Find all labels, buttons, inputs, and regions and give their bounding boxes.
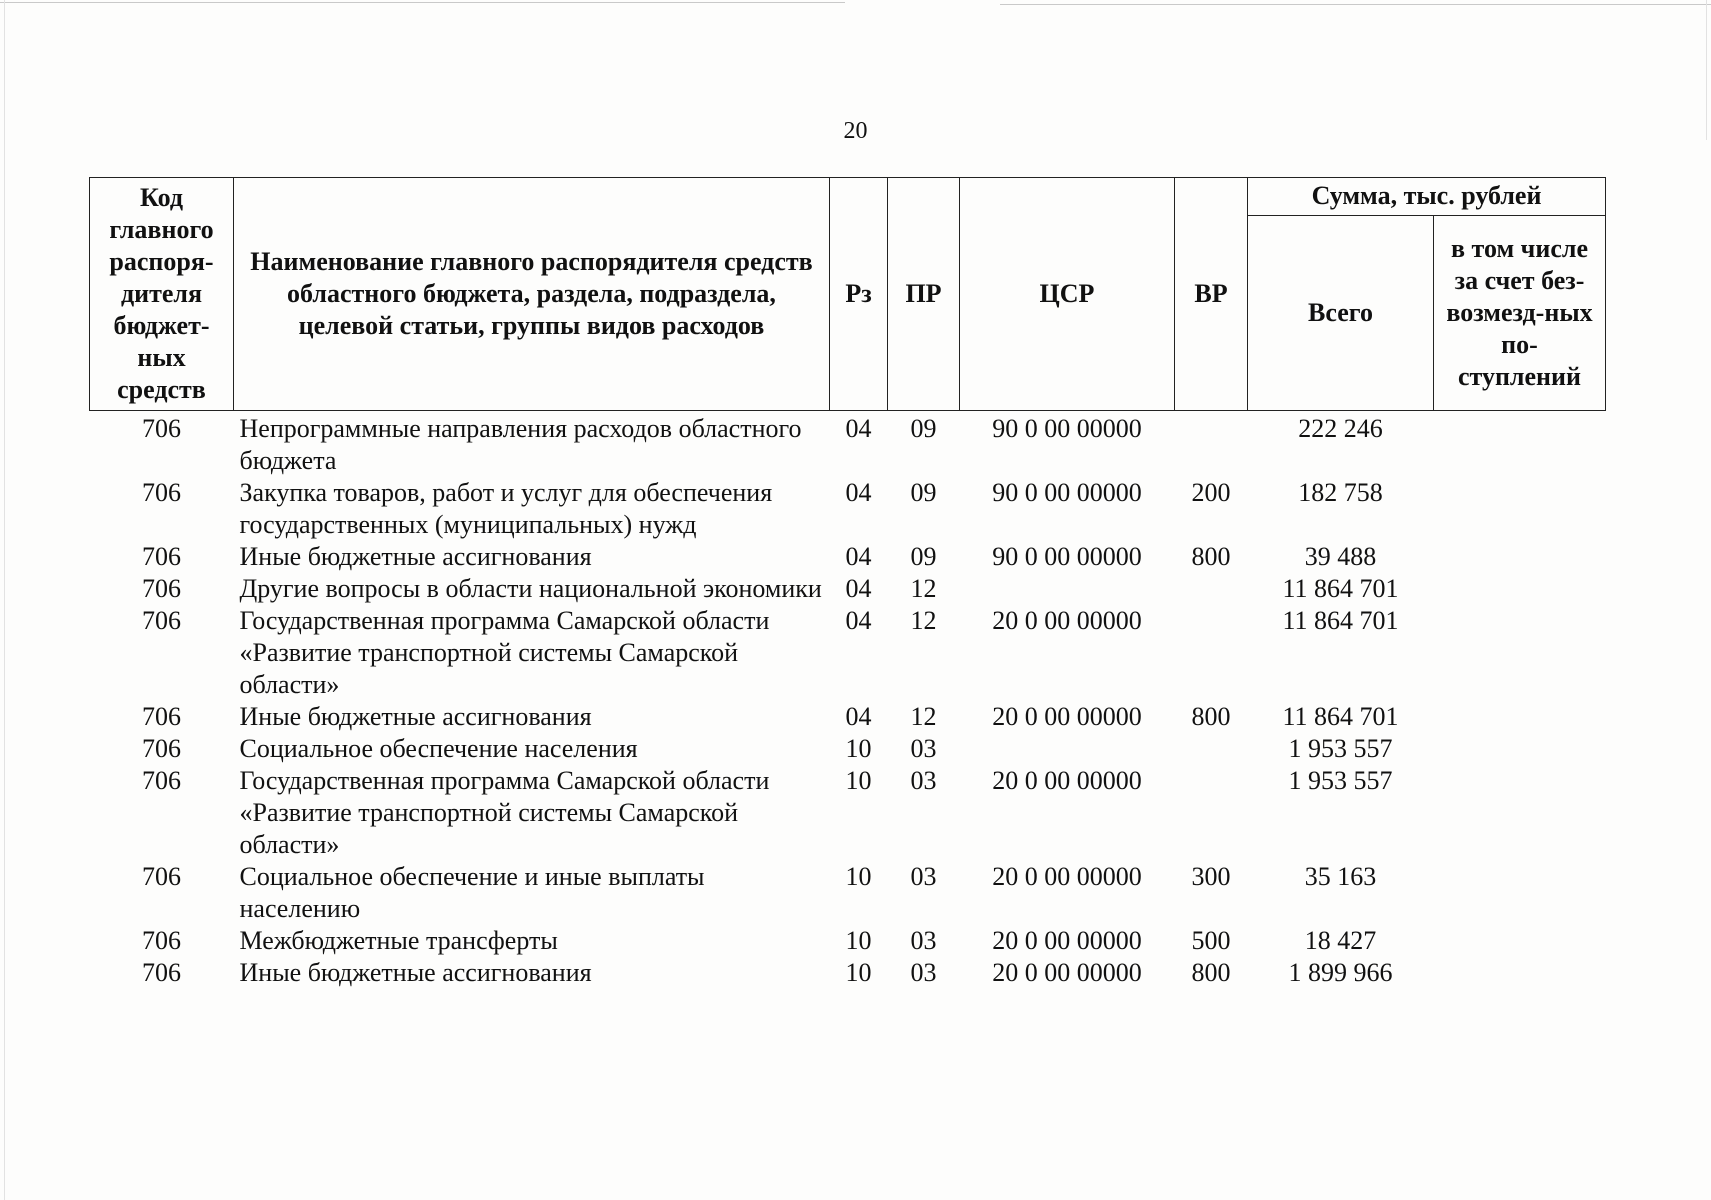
- cell-vr: 300: [1191, 862, 1231, 891]
- cell-free: [1434, 541, 1606, 573]
- cell-vr: [1175, 573, 1248, 605]
- cell-total: 35 163: [1304, 862, 1377, 891]
- cell-vr: 800: [1191, 542, 1231, 571]
- cell-vr: [1175, 605, 1248, 701]
- cell-name: Социальное обеспечение и иные выплаты населению: [239, 862, 705, 923]
- cell-free: [1434, 733, 1606, 765]
- cell-rz: 04: [845, 702, 872, 731]
- cell-pr: 12: [910, 574, 937, 603]
- page-number: 20: [843, 118, 868, 144]
- header-sum-group: Сумма, тыс. рублей: [1248, 178, 1606, 216]
- cell-csr: [960, 573, 1175, 605]
- cell-code: 706: [142, 478, 181, 507]
- header-csr: ЦСР: [960, 178, 1175, 411]
- cell-rz: 10: [845, 958, 872, 987]
- cell-name: Государственная программа Самарской области «Развитие транспортной системы Самарской области»: [239, 606, 770, 699]
- cell-csr: 20 0 00 00000: [992, 766, 1142, 795]
- cell-total: 1 899 966: [1288, 958, 1393, 987]
- cell-csr: 20 0 00 00000: [992, 958, 1142, 987]
- cell-name: Иные бюджетные ассигнования: [239, 542, 592, 571]
- cell-pr: 03: [910, 926, 937, 955]
- cell-free: [1434, 411, 1606, 478]
- cell-total: 18 427: [1304, 926, 1377, 955]
- cell-rz: 04: [845, 414, 872, 443]
- cell-total: 39 488: [1304, 542, 1377, 571]
- cell-name: Непрограммные направления расходов областного бюджета: [239, 414, 802, 475]
- cell-pr: 03: [910, 958, 937, 987]
- cell-pr: 03: [910, 734, 937, 763]
- cell-vr: 800: [1191, 958, 1231, 987]
- cell-code: 706: [142, 958, 181, 987]
- table-row: [90, 701, 1606, 733]
- cell-code: 706: [142, 926, 181, 955]
- cell-total: 222 246: [1298, 414, 1383, 443]
- table-row: [90, 411, 1606, 478]
- cell-pr: 09: [910, 478, 937, 507]
- cell-name: Иные бюджетные ассигнования: [239, 702, 592, 731]
- cell-rz: 10: [845, 766, 872, 795]
- table-row: [90, 957, 1606, 989]
- cell-name: Иные бюджетные ассигнования: [239, 958, 592, 987]
- cell-free: [1434, 573, 1606, 605]
- cell-rz: 10: [845, 734, 872, 763]
- cell-code: 706: [142, 542, 181, 571]
- header-free: в том числе за счет без-возмезд-ных по-ступлений: [1434, 215, 1606, 410]
- table-body: [90, 411, 1606, 990]
- cell-name: Социальное обеспечение населения: [239, 734, 638, 763]
- cell-code: 706: [142, 734, 181, 763]
- cell-free: [1434, 861, 1606, 925]
- cell-rz: 04: [845, 606, 872, 635]
- cell-total: 11 864 701: [1282, 606, 1399, 635]
- header-rz: Рз: [830, 178, 888, 411]
- cell-csr: 90 0 00 00000: [992, 478, 1142, 507]
- table-row: [90, 733, 1606, 765]
- cell-csr: [960, 733, 1175, 765]
- cell-pr: 12: [910, 606, 937, 635]
- table-row: [90, 477, 1606, 541]
- cell-name: Закупка товаров, работ и услуг для обеспечения государственных (муниципальных) нужд: [239, 478, 773, 539]
- budget-table: [89, 177, 1606, 989]
- cell-csr: 90 0 00 00000: [992, 542, 1142, 571]
- cell-code: 706: [142, 574, 181, 603]
- header-code: Код главного распоря-дителя бюджет-ных средств: [90, 178, 234, 411]
- cell-vr: [1175, 733, 1248, 765]
- cell-total: 1 953 557: [1288, 766, 1393, 795]
- cell-free: [1434, 701, 1606, 733]
- cell-total: 182 758: [1298, 478, 1383, 507]
- cell-pr: 09: [910, 542, 937, 571]
- header-vr: ВР: [1175, 178, 1248, 411]
- cell-pr: 03: [910, 862, 937, 891]
- cell-total: 11 864 701: [1282, 574, 1399, 603]
- cell-code: 706: [142, 862, 181, 891]
- cell-total: 11 864 701: [1282, 702, 1399, 731]
- cell-pr: 12: [910, 702, 937, 731]
- cell-name: Межбюджетные трансферты: [239, 926, 558, 955]
- header-pr: ПР: [888, 178, 960, 411]
- cell-vr: [1175, 411, 1248, 478]
- cell-vr: 200: [1191, 478, 1231, 507]
- table-row: [90, 541, 1606, 573]
- cell-vr: [1175, 765, 1248, 861]
- table-header: [90, 178, 1606, 411]
- cell-pr: 09: [910, 414, 937, 443]
- cell-rz: 04: [845, 478, 872, 507]
- scan-edge-top: [0, 2, 845, 3]
- table-row: [90, 861, 1606, 925]
- cell-free: [1434, 765, 1606, 861]
- cell-total: 1 953 557: [1288, 734, 1393, 763]
- table-row: [90, 925, 1606, 957]
- cell-name: Другие вопросы в области национальной экономики: [239, 574, 822, 603]
- table-row: [90, 605, 1606, 701]
- cell-csr: 20 0 00 00000: [992, 926, 1142, 955]
- scan-edge-top-right: [1000, 4, 1711, 5]
- header-total: Всего: [1248, 215, 1434, 410]
- cell-free: [1434, 605, 1606, 701]
- cell-free: [1434, 957, 1606, 989]
- cell-code: 706: [142, 766, 181, 795]
- cell-code: 706: [142, 702, 181, 731]
- cell-csr: 20 0 00 00000: [992, 862, 1142, 891]
- table-row: [90, 573, 1606, 605]
- cell-csr: 20 0 00 00000: [992, 702, 1142, 731]
- cell-vr: 500: [1191, 926, 1231, 955]
- cell-free: [1434, 477, 1606, 541]
- cell-csr: 20 0 00 00000: [992, 606, 1142, 635]
- cell-csr: 90 0 00 00000: [992, 414, 1142, 443]
- cell-name: Государственная программа Самарской области «Развитие транспортной системы Самарской области»: [239, 766, 770, 859]
- cell-pr: 03: [910, 766, 937, 795]
- cell-rz: 10: [845, 862, 872, 891]
- scan-edge-left: [4, 0, 5, 1200]
- header-name: Наименование главного распорядителя средств областного бюджета, раздела, подраздела, целевой статьи, группы видов расходов: [234, 178, 830, 411]
- cell-free: [1434, 925, 1606, 957]
- cell-rz: 10: [845, 926, 872, 955]
- cell-code: 706: [142, 606, 181, 635]
- cell-code: 706: [142, 414, 181, 443]
- cell-rz: 04: [845, 542, 872, 571]
- cell-rz: 04: [845, 574, 872, 603]
- table-row: [90, 765, 1606, 861]
- cell-vr: 800: [1191, 702, 1231, 731]
